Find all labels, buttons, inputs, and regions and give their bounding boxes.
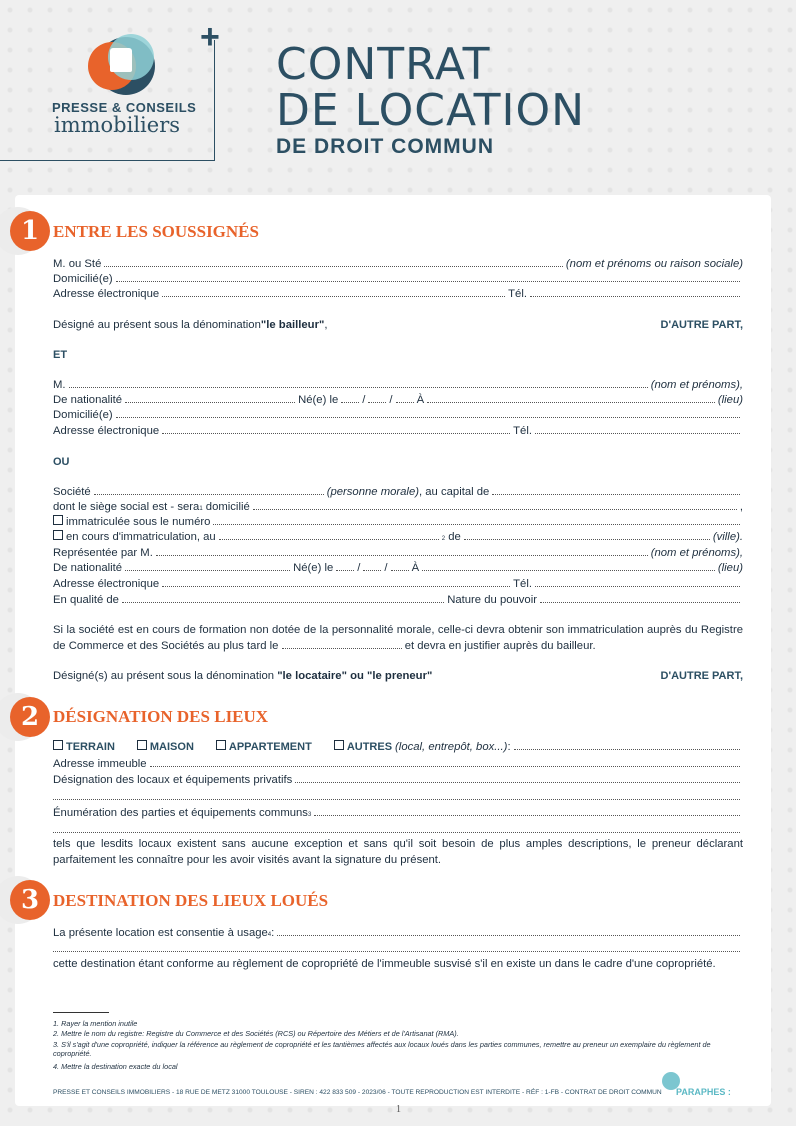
- section-number-2: 2: [10, 697, 50, 737]
- enumeration-continued: [53, 823, 743, 833]
- representant-tel-field[interactable]: [535, 577, 740, 587]
- page-number: 1: [396, 1104, 401, 1115]
- locataire-tel-field[interactable]: [535, 424, 740, 434]
- footnote-2: 2. Mettre le nom du registre: Registre du Commerce et des Sociétés (RCS) ou Répertoire des Métiers et de l'Artisanat (RMA).: [53, 1029, 459, 1038]
- bailleur-email-row: Adresse électronique Tél.: [53, 287, 743, 301]
- qualite-row: En qualité de Nature du pouvoir: [53, 593, 743, 607]
- designation-locaux-field[interactable]: [295, 773, 740, 783]
- enumeration-field-2[interactable]: [53, 823, 740, 833]
- footnote-3: 3. S'il s'agit d'une copropriété, indiquer la référence au règlement de copropriété et les tantièmes affectés aux locaux loués dans les parties communes, remettre au preneur un exemplaire du règlement de copropriété.: [53, 1040, 711, 1058]
- autres-field[interactable]: [514, 740, 740, 750]
- societe-row: Société (personne morale) , au capital de: [53, 485, 743, 499]
- footnote-4: 4. Mettre la destination exacte du local: [53, 1062, 178, 1071]
- designation-locaux-row: Désignation des locaux et équipements privatifs: [53, 773, 743, 787]
- bailleur-domicile-field[interactable]: [116, 272, 740, 282]
- title-line2: DE LOCATION: [276, 85, 586, 136]
- plus-icon: +: [200, 18, 220, 56]
- locataire-email-row: Adresse électronique Tél.: [53, 424, 743, 438]
- title-line1: CONTRAT: [276, 39, 491, 90]
- footnote-divider: [53, 1012, 109, 1013]
- et-label: ET: [53, 349, 68, 361]
- logo-house-icon: [110, 48, 132, 72]
- enumeration-field[interactable]: [314, 806, 740, 816]
- representant-nationalite-field[interactable]: [125, 561, 290, 571]
- designe-locataire-row: Désigné(s) au présent sous la dénomination "le locataire" ou "le preneur" D'AUTRE PART,: [53, 670, 743, 682]
- bailleur-name-field[interactable]: [104, 257, 563, 267]
- bailleur-domicile-row: Domicilié(e): [53, 272, 743, 286]
- enumeration-row: Énumération des parties et équipements communs 3: [53, 806, 743, 822]
- locataire-birth-month[interactable]: [368, 393, 386, 403]
- designe-bailleur-row: Désigné au présent sous la dénomination "le bailleur" , D'AUTRE PART,: [53, 319, 743, 331]
- siege-field[interactable]: [253, 500, 737, 510]
- immatriculation-number-field[interactable]: [213, 515, 740, 525]
- designation-locaux-field-2[interactable]: [53, 790, 740, 800]
- representant-birth-year[interactable]: [391, 561, 409, 571]
- formation-paragraph: Si la société est en cours de formation non dotée de la personnalité morale, celle-ci devra obtenir son immatriculation auprès du Registre de Commerce et des Sociétés au plus tard le et devra en justifier auprès du bailleur.: [53, 624, 743, 652]
- locataire-birth-year[interactable]: [396, 393, 414, 403]
- locataire-domicile-row: Domicilié(e): [53, 408, 743, 422]
- locataire-nationalite-field[interactable]: [125, 393, 295, 403]
- type-lieux-row: TERRAIN MAISON APPARTEMENT AUTRES (local, entrepôt, box...) :: [53, 740, 743, 754]
- ville-field[interactable]: [464, 530, 710, 540]
- usage-row: La présente location est consentie à usage 4 :: [53, 926, 743, 942]
- autres-checkbox[interactable]: [334, 740, 344, 750]
- footnote-1: 1. Rayer la mention inutile: [53, 1019, 138, 1028]
- en-cours-checkbox[interactable]: [53, 530, 63, 540]
- date-limite-field[interactable]: [282, 639, 402, 649]
- usage-field[interactable]: [277, 926, 740, 936]
- header-divider-horizontal: [0, 160, 214, 161]
- ou-label: OU: [53, 456, 70, 468]
- representant-nationalite-row: De nationalité Né(e) le / / À (lieu): [53, 562, 743, 574]
- en-cours-row: en cours d'immatriculation, au $_2$ de (ville).: [53, 530, 743, 546]
- header-divider-vertical: [214, 40, 215, 161]
- locataire-birth-day[interactable]: [341, 393, 359, 403]
- brand-name-line2: immobiliers: [54, 113, 181, 137]
- appartement-checkbox[interactable]: [216, 740, 226, 750]
- immatriculee-row: immatriculée sous le numéro: [53, 515, 743, 529]
- section-number-1: 1: [10, 211, 50, 251]
- adresse-immeuble-field[interactable]: [150, 757, 740, 767]
- usage-field-2[interactable]: [53, 942, 740, 952]
- registre-field[interactable]: [219, 530, 439, 540]
- locataire-name-row: M. (nom et prénoms),: [53, 379, 743, 391]
- representant-birth-month[interactable]: [363, 561, 381, 571]
- locataire-nationalite-row: De nationalité Né(e) le / / À (lieu): [53, 394, 743, 406]
- usage-continued: [53, 942, 743, 952]
- societe-field[interactable]: [94, 485, 324, 495]
- tels-que-paragraph: tels que lesdits locaux existent sans aucune exception et sans qu'il soit besoin de plus amples descriptions, le preneur déclarant parfaitement les connaître pour les avoir visités avant la signature du présent.: [53, 838, 743, 866]
- section-title-3: DESTINATION DES LIEUX LOUÉS: [53, 891, 329, 910]
- representee-row: Représentée par M. (nom et prénoms),: [53, 547, 743, 559]
- representant-birthplace-field[interactable]: [422, 561, 715, 571]
- representant-email-row: Adresse électronique Tél.: [53, 577, 743, 591]
- capital-field[interactable]: [492, 485, 740, 495]
- section-title-1: ENTRE LES SOUSSIGNÉS: [53, 222, 259, 241]
- legal-footer: PRESSE ET CONSEILS IMMOBILIERS - 18 RUE DE METZ 31000 TOULOUSE - SIREN : 422 833 509 - 2023/06 - TOUTE REPRODUCTION EST INTERDITE - RÉF : 1-FB - CONTRAT DE DROIT COMMUN: [53, 1089, 662, 1096]
- adresse-immeuble-row: Adresse immeuble: [53, 757, 743, 771]
- representant-field[interactable]: [156, 546, 648, 556]
- nature-pouvoir-field[interactable]: [540, 593, 740, 603]
- title-line3: DE DROIT COMMUN: [276, 135, 494, 158]
- locataire-birthplace-field[interactable]: [427, 393, 715, 403]
- locataire-name-field[interactable]: [69, 378, 648, 388]
- locataire-email-field[interactable]: [162, 424, 510, 434]
- maison-checkbox[interactable]: [137, 740, 147, 750]
- qualite-field[interactable]: [122, 593, 444, 603]
- conforme-paragraph: cette destination étant conforme au règlement de copropriété de l'immeuble susvisé s'il en existe un dans le cadre d'une copropriété.: [53, 958, 716, 970]
- siege-row: dont le siège social est - sera 1 domicilié ,: [53, 501, 743, 513]
- bailleur-email-field[interactable]: [162, 287, 505, 297]
- bailleur-name-row: M. ou Sté (nom et prénoms ou raison sociale): [53, 258, 743, 270]
- terrain-checkbox[interactable]: [53, 740, 63, 750]
- paraphes-label: PARAPHES :: [676, 1087, 731, 1097]
- brand-name-line1: PRESSE & CONSEILS: [52, 100, 197, 115]
- immatriculee-checkbox[interactable]: [53, 515, 63, 525]
- designation-locaux-continued: [53, 790, 743, 800]
- section-title-2: DÉSIGNATION DES LIEUX: [53, 707, 269, 726]
- locataire-domicile-field[interactable]: [116, 408, 740, 418]
- section-number-3: 3: [10, 880, 50, 920]
- representant-birth-day[interactable]: [336, 561, 354, 571]
- representant-email-field[interactable]: [162, 577, 510, 587]
- bailleur-tel-field[interactable]: [530, 287, 740, 297]
